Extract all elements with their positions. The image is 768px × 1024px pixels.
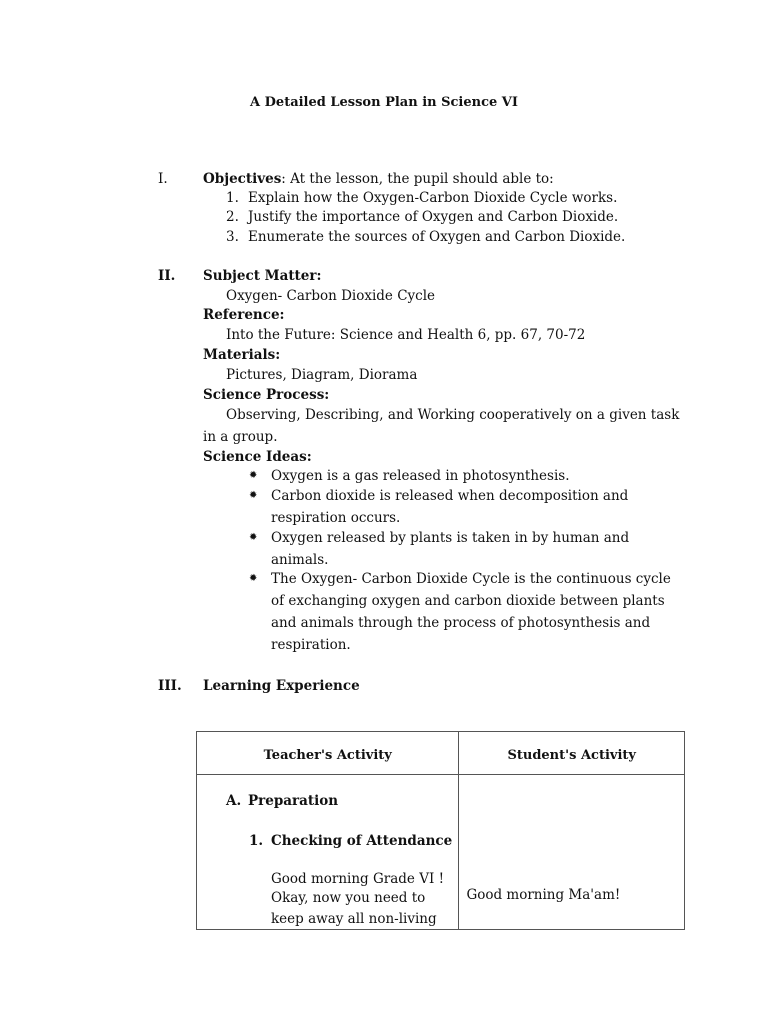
activity-table	[196, 731, 685, 930]
student-line: Good morning Ma'am!	[466, 887, 621, 903]
science-idea-line: Carbon dioxide is released when decomposition and	[271, 488, 629, 504]
step-number: 1.	[249, 833, 264, 849]
objectives-label: Objectives	[203, 171, 282, 187]
table-row	[197, 775, 685, 930]
objective-number: 3.	[226, 229, 239, 245]
science-idea-line: of exchanging oxygen and carbon dioxide between plants	[271, 593, 665, 609]
objective-number: 1.	[226, 190, 239, 206]
bullet-icon: ✹	[249, 573, 258, 584]
bullet-icon: ✹	[249, 490, 258, 501]
table-header-row	[197, 732, 685, 775]
bullet-icon: ✹	[249, 470, 258, 481]
student-activity-cell	[459, 775, 685, 930]
teacher-line: Okay, now you need to	[271, 890, 426, 906]
objectives-intro: : At the lesson, the pupil should able to:	[281, 171, 554, 187]
teacher-line: Good morning Grade VI !	[271, 871, 445, 887]
document-title: A Detailed Lesson Plan in Science VI	[250, 95, 518, 110]
science-idea-line: respiration occurs.	[271, 510, 401, 526]
science-idea-line: respiration.	[271, 637, 351, 653]
materials-text: Pictures, Diagram, Diorama	[226, 367, 418, 383]
science-idea-line: animals.	[271, 552, 329, 568]
section-numeral-objectives: I.	[158, 171, 168, 187]
learning-experience-label: Learning Experience	[203, 678, 360, 694]
section-letter: A.	[226, 793, 242, 809]
teacher-activity-header: Teacher's Activity	[197, 732, 459, 775]
science-idea-line: Oxygen is a gas released in photosynthesis.	[271, 468, 570, 484]
science-idea-line: Oxygen released by plants is taken in by human and	[271, 530, 630, 546]
student-activity-header: Student's Activity	[459, 732, 685, 775]
teacher-activity-cell	[197, 775, 459, 930]
science-process-label: Science Process:	[203, 387, 330, 403]
objectives-heading	[203, 171, 554, 187]
reference-text: Into the Future: Science and Health 6, pp. 67, 70-72	[226, 327, 586, 343]
section-title: Preparation	[248, 793, 339, 809]
science-idea-line: The Oxygen- Carbon Dioxide Cycle is the continuous cycle	[271, 571, 671, 587]
science-ideas-label: Science Ideas:	[203, 449, 312, 465]
objective-item: Justify the importance of Oxygen and Carbon Dioxide.	[248, 209, 619, 225]
materials-label: Materials:	[203, 347, 281, 363]
section-numeral-subject-matter: II.	[158, 268, 176, 284]
bullet-icon: ✹	[249, 532, 258, 543]
subject-matter-label: Subject Matter:	[203, 268, 322, 284]
subject-topic: Oxygen- Carbon Dioxide Cycle	[226, 288, 436, 304]
objective-number: 2.	[226, 209, 239, 225]
teacher-line: keep away all non-living	[271, 911, 437, 927]
science-process-text: Observing, Describing, and Working cooperatively on a given task	[226, 407, 680, 423]
objective-item: Explain how the Oxygen-Carbon Dioxide Cycle works.	[248, 190, 618, 206]
step-title: Checking of Attendance	[271, 833, 453, 849]
objective-item: Enumerate the sources of Oxygen and Carbon Dioxide.	[248, 229, 626, 245]
science-process-text-cont: in a group.	[203, 429, 278, 445]
section-numeral-learning-experience: III.	[158, 678, 182, 694]
science-idea-line: and animals through the process of photosynthesis and	[271, 615, 651, 631]
reference-label: Reference:	[203, 307, 285, 323]
